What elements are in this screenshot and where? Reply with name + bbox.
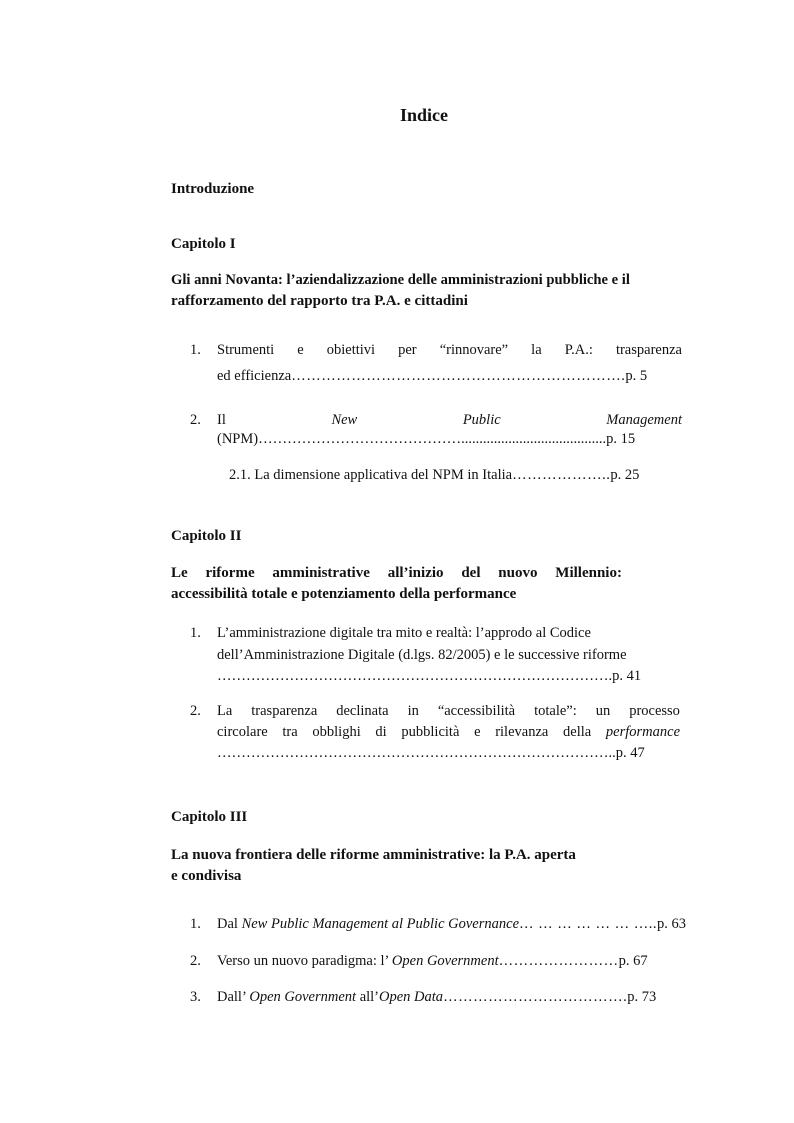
leader-dots: …………………………………………………………. [291,368,626,384]
chapter-2-heading-line2: accessibilità totale e potenziamento della performance [171,586,517,602]
toc-item-number: 1. [190,625,201,641]
page-number: p. 47 [615,745,645,761]
chapter-3-heading-line1: La nuova frontiera delle riforme amministrative: la P.A. aperta [171,847,576,863]
toc-item-1-2-line1: Il New Public Management [217,412,682,428]
page-number: p. 73 [627,989,657,1005]
chapter-2-label: Capitolo II [171,528,242,544]
toc-item-number: 2. [190,412,201,428]
page-number: p. 63 [657,916,687,932]
toc-item-1-2-line2: (NPM)……………………………………........................................p. 15 [217,431,636,447]
toc-item-3-1: Dal New Public Management al Public Governance… … … … … … …..p. 63 [217,916,687,932]
page-number: p. 25 [610,467,640,483]
toc-item-number: 1. [190,342,201,358]
page-number: p. 15 [606,431,636,447]
leader-dots: ………………………………. [443,989,628,1005]
leader-dots: ……………….. [512,467,611,483]
leader-dots: … … … … … … ….. [519,916,658,932]
toc-item-3-2: Verso un nuovo paradigma: l’ Open Government……………………p. 67 [217,953,648,969]
leader-dots: ………………………………………………………………………. [217,668,613,684]
chapter-2-heading-line1: Le riforme amministrative all’inizio del nuovo Millennio: [171,565,622,581]
leader-dots: ……………………………………........................................ [258,431,607,447]
chapter-1-label: Capitolo I [171,236,236,252]
chapter-3-label: Capitolo III [171,809,248,825]
toc-item-2-1-line2: dell’Amministrazione Digitale (d.lgs. 82/2005) e le successive riforme [217,647,627,663]
chapter-1-heading-line1: Gli anni Novanta: l’aziendalizzazione delle amministrazioni pubbliche e il [171,272,630,288]
toc-item-2-2-line2: circolare tra obblighi di pubblicità e rilevanza della performance [217,724,680,740]
toc-item-1-1-line1: Strumenti e obiettivi per “rinnovare” la P.A.: trasparenza [217,342,682,358]
toc-item-2-1-line1: L’amministrazione digitale tra mito e realtà: l’approdo al Codice [217,625,591,641]
page-number: p. 41 [612,668,642,684]
page-number: p. 5 [625,368,648,384]
chapter-3-heading-line2: e condivisa [171,868,242,884]
toc-introduction: Introduzione [171,181,255,197]
page-title: Indice [400,105,449,125]
leader-dots: …………………… [498,953,619,969]
toc-item-2-2-line3 [217,745,645,762]
toc-item-number: 2. [190,703,201,719]
chapter-1-heading-line2: rafforzamento del rapporto tra P.A. e cittadini [171,293,468,309]
toc-item-2-1-line3 [217,668,641,685]
leader-dots: ……………………………………………………………………….. [217,745,616,761]
toc-item-number: 1. [190,916,201,932]
toc-subitem-1-2-1: 2.1. La dimensione applicativa del NPM in Italia………………..p. 25 [229,467,640,483]
toc-item-number: 3. [190,989,201,1005]
toc-item-3-3: Dall’ Open Government all’Open Data……………………………….p. 73 [217,989,657,1005]
toc-item-2-2-line1: La trasparenza declinata in “accessibilità totale”: un processo [217,703,680,719]
page-number: p. 67 [618,953,648,969]
toc-item-1-1-line2: ed efficienza………………………………………………………….p. 5 [217,368,648,384]
toc-item-number: 2. [190,953,201,969]
